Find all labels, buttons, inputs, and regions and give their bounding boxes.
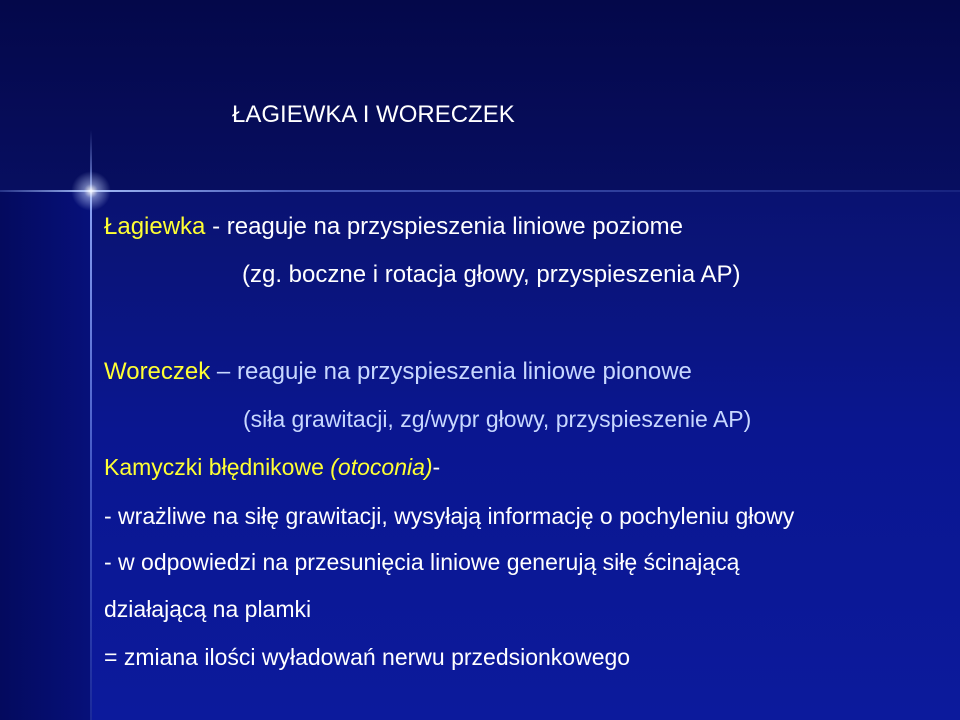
left-bar <box>0 192 92 720</box>
lagiewka-term: Łagiewka <box>104 213 206 240</box>
lagiewka-separator: - <box>205 213 227 240</box>
kamyczki-term: Kamyczki błędnikowe <box>104 454 331 480</box>
star-flare-icon <box>71 171 111 211</box>
body-line-1: - wrażliwe na siłę grawitacji, wysyłają informację o pochyleniu głowy <box>104 503 795 529</box>
kamyczki-line <box>104 456 440 479</box>
woreczek-line <box>104 360 692 384</box>
lagiewka-detail: (zg. boczne i rotacja głowy, przyspieszenia AP) <box>242 261 741 288</box>
lagiewka-description: reaguje na przyspieszenia liniowe poziome <box>226 213 683 240</box>
woreczek-detail: (siła grawitacji, zg/wypr głowy, przyspieszenie AP) <box>243 406 752 432</box>
title-band <box>0 0 960 192</box>
slide-title: ŁAGIEWKA I WORECZEK <box>232 101 515 128</box>
lagiewka-line <box>104 215 683 239</box>
horizontal-accent-line <box>0 190 960 192</box>
vertical-accent-line <box>90 130 92 720</box>
body-line-2: - w odpowiedzi na przesunięcia liniowe generują siłę ścinającą <box>104 549 740 575</box>
woreczek-term: Woreczek <box>104 358 211 385</box>
body-line-4: = zmiana ilości wyładowań nerwu przedsionkowego <box>104 644 631 670</box>
woreczek-description: – reaguje na przyspieszenia liniowe pionowe <box>210 358 692 385</box>
body-line-3: działającą na plamki <box>104 596 312 622</box>
kamyczki-suffix: - <box>432 454 441 480</box>
kamyczki-term-italic: (otoconia) <box>330 454 433 480</box>
